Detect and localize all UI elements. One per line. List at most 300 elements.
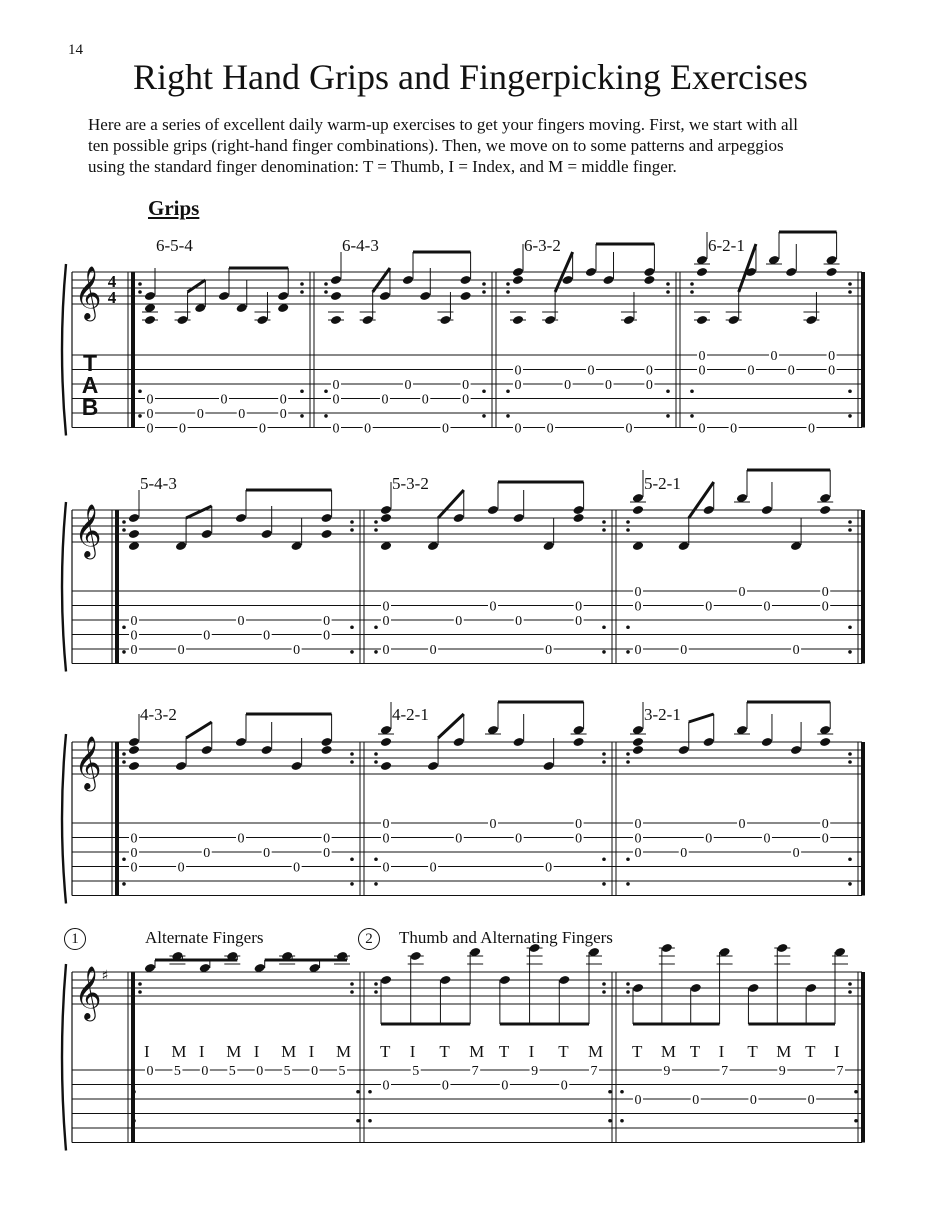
repeat-dot (626, 752, 630, 756)
tab-fret-number: 7 (590, 1064, 598, 1079)
tab-fret-number: 0 (455, 614, 463, 629)
repeat-dot (666, 389, 670, 393)
tab-fret-number: 0 (698, 421, 706, 437)
notehead (643, 275, 655, 285)
tab-fret-number: 0 (575, 599, 583, 615)
repeat-dot (848, 282, 852, 286)
repeat-dot (482, 389, 486, 393)
notehead (512, 315, 524, 325)
finger-label: T (380, 1042, 391, 1061)
tab-fret-number: 0 (323, 831, 331, 847)
notehead (805, 315, 817, 325)
key-signature-sharp-icon: ♯ (101, 968, 109, 984)
repeat-dot (690, 389, 694, 393)
repeat-dot (374, 752, 378, 756)
notehead (544, 315, 556, 325)
repeat-dot (854, 1090, 858, 1094)
treble-clef-icon: 𝄞 (74, 265, 102, 319)
repeat-dot (848, 760, 852, 764)
repeat-dot (848, 990, 852, 994)
tab-fret-number: 7 (721, 1064, 729, 1079)
tab-fret-number: 0 (332, 421, 340, 437)
notehead (201, 745, 213, 755)
tab-fret-number: 0 (203, 628, 211, 644)
tab-fret-number: 0 (680, 643, 688, 658)
repeat-dot (482, 282, 486, 286)
tab-fret-number: 0 (441, 421, 449, 437)
intro-line: using the standard finger denomination: T = Thumb, I = Index, and M = middle finger. (88, 157, 677, 176)
tab-fret-number: 0 (179, 421, 187, 437)
tab-fret-number: 0 (311, 1064, 319, 1079)
repeat-dot (350, 528, 354, 532)
repeat-dot (324, 290, 328, 294)
notehead (661, 943, 673, 953)
beam (186, 506, 212, 518)
tab-fret-number: 0 (514, 378, 522, 393)
repeat-dot (122, 528, 126, 532)
notehead (819, 737, 831, 747)
tab-fret-number: 0 (634, 643, 642, 658)
notehead (380, 761, 392, 771)
tab-fret-number: 0 (130, 860, 138, 876)
tab-fret-number: 0 (634, 846, 642, 861)
repeat-dot (848, 528, 852, 532)
tab-fret-number: 0 (698, 363, 706, 379)
repeat-dot (602, 650, 606, 654)
tab-fret-number: 5 (412, 1064, 420, 1079)
finger-label: T (439, 1042, 450, 1061)
beam (438, 714, 464, 738)
notehead (558, 975, 570, 985)
notehead (572, 513, 584, 523)
repeat-dot (122, 625, 126, 629)
notehead (819, 505, 831, 515)
notehead (380, 737, 392, 747)
notehead (572, 737, 584, 747)
repeat-dot (666, 290, 670, 294)
repeat-dot (602, 882, 606, 886)
treble-clef-icon: 𝄞 (74, 965, 102, 1019)
notehead (410, 951, 422, 961)
tab-fret-number: 0 (625, 421, 633, 437)
notehead (128, 745, 140, 755)
repeat-dot (300, 389, 304, 393)
tab-fret-number: 5 (228, 1064, 236, 1079)
repeat-dot (300, 290, 304, 294)
grip-label: 3-2-1 (644, 705, 681, 724)
notehead (696, 267, 708, 277)
tab-fret-number: 0 (515, 831, 523, 847)
treble-clef-icon: 𝄞 (74, 503, 102, 557)
repeat-dot (690, 414, 694, 418)
repeat-dot (374, 857, 378, 861)
tab-fret-number: 0 (130, 643, 138, 658)
tab-fret-number: 0 (821, 599, 829, 615)
notehead (261, 745, 273, 755)
notehead (201, 529, 213, 539)
tab-fret-number: 0 (807, 1093, 815, 1108)
repeat-dot (122, 520, 126, 524)
finger-label: T (689, 1042, 701, 1061)
tab-fret-number: 0 (177, 643, 185, 658)
tab-fret-number: 0 (130, 628, 138, 644)
notehead (453, 737, 465, 747)
repeat-dot (138, 414, 142, 418)
repeat-dot (368, 1119, 372, 1123)
notehead (572, 505, 584, 515)
repeat-dot (608, 1119, 612, 1123)
finger-label: I (308, 1042, 315, 1061)
tab-fret-number: 0 (364, 421, 372, 437)
notehead (439, 975, 451, 985)
repeat-dot (506, 282, 510, 286)
tab-fret-number: 0 (323, 846, 331, 861)
tab-fret-number: 0 (705, 831, 713, 847)
repeat-dot (620, 1119, 624, 1123)
repeat-dot (506, 290, 510, 294)
repeat-dot (482, 290, 486, 294)
repeat-dot (122, 650, 126, 654)
tab-fret-number: 0 (692, 1093, 700, 1108)
notehead (632, 505, 644, 515)
finger-label: I (834, 1042, 840, 1061)
tab-fret-number: 0 (146, 1064, 154, 1079)
tab-fret-number: 0 (441, 1078, 449, 1094)
repeat-dot (854, 1119, 858, 1123)
repeat-dot (666, 414, 670, 418)
tab-fret-number: 0 (730, 421, 738, 437)
repeat-dot (374, 528, 378, 532)
repeat-dot (848, 290, 852, 294)
tab-fret-number: 0 (828, 363, 836, 379)
repeat-dot (626, 990, 630, 994)
tab-fret-number: 0 (237, 831, 245, 847)
tab-fret-number: 0 (645, 363, 653, 379)
tab-fret-number: 0 (203, 846, 211, 861)
repeat-dot (374, 882, 378, 886)
finger-label: M (588, 1042, 604, 1061)
tab-fret-number: 0 (220, 392, 228, 408)
tab-fret-number: 0 (821, 585, 829, 600)
repeat-dot (132, 1119, 136, 1123)
repeat-dot (356, 1090, 360, 1094)
tab-fret-number: 0 (429, 860, 437, 876)
tab-fret-number: 0 (705, 599, 713, 615)
exercise-title: Alternate Fingers (145, 928, 264, 947)
tab-fret-number: 0 (770, 349, 778, 364)
tab-fret-number: 0 (828, 349, 836, 364)
notehead (825, 267, 837, 277)
repeat-dot (138, 990, 142, 994)
tab-fret-number: 0 (421, 392, 429, 408)
notehead (761, 737, 773, 747)
notehead (487, 505, 499, 515)
tab-fret-number: 0 (258, 421, 266, 437)
tab-fret-number: 0 (634, 599, 642, 615)
tab-fret-number: 0 (792, 643, 800, 658)
repeat-dot (602, 990, 606, 994)
notehead (330, 315, 342, 325)
notehead (218, 291, 230, 301)
repeat-dot (506, 414, 510, 418)
notehead (330, 291, 342, 301)
system-brace (62, 264, 66, 436)
notehead (128, 737, 140, 747)
repeat-dot (350, 882, 354, 886)
tab-fret-number: 0 (515, 614, 523, 629)
tab-fret-number: 0 (698, 349, 706, 364)
tab-fret-number: 0 (130, 831, 138, 847)
beam (188, 280, 206, 292)
exercise-number-circle: 1 (64, 928, 86, 950)
repeat-dot (374, 625, 378, 629)
notehead (380, 505, 392, 515)
repeat-dot (374, 760, 378, 764)
notehead (728, 315, 740, 325)
tab-fret-number: 7 (836, 1064, 844, 1079)
tab-fret-number: 0 (382, 1078, 390, 1094)
tab-fret-number: 0 (792, 846, 800, 861)
repeat-dot (122, 752, 126, 756)
notehead (380, 975, 392, 985)
notehead (362, 315, 374, 325)
notehead (330, 275, 342, 285)
repeat-dot (602, 520, 606, 524)
tab-fret-number: 0 (130, 614, 138, 629)
repeat-dot (626, 528, 630, 532)
repeat-dot (350, 752, 354, 756)
repeat-dot (848, 389, 852, 393)
notehead (785, 267, 797, 277)
tab-fret-number: 0 (680, 846, 688, 861)
notehead (128, 529, 140, 539)
tab-fret-number: 0 (429, 643, 437, 658)
notehead (602, 275, 614, 285)
tab-fret-number: 5 (283, 1064, 291, 1079)
tab-fret-number: 0 (381, 392, 389, 408)
tab-fret-number: 0 (279, 407, 287, 422)
repeat-dot (374, 520, 378, 524)
tab-fret-number: 0 (575, 831, 583, 847)
repeat-dot (350, 857, 354, 861)
repeat-dot (374, 982, 378, 986)
notehead (703, 737, 715, 747)
grip-label: 5-3-2 (392, 474, 429, 493)
tab-fret-number: 0 (763, 599, 771, 615)
page-title: Right Hand Grips and Fingerpicking Exercises (133, 57, 808, 97)
repeat-dot (666, 282, 670, 286)
tab-fret-number: 0 (146, 407, 154, 422)
tab-fret-number: 0 (263, 628, 271, 644)
system-brace (62, 502, 66, 672)
repeat-dot (848, 520, 852, 524)
notehead (128, 513, 140, 523)
tab-fret-number: 0 (382, 817, 390, 832)
section-heading-grips: Grips (148, 196, 200, 220)
repeat-dot (626, 650, 630, 654)
time-signature-top: 4 (107, 272, 117, 291)
tab-fret-number: 0 (130, 846, 138, 861)
repeat-dot (350, 760, 354, 764)
repeat-dot (608, 1090, 612, 1094)
beam (689, 714, 714, 722)
repeat-dot (350, 990, 354, 994)
notehead (696, 315, 708, 325)
repeat-dot (350, 650, 354, 654)
tab-fret-number: 0 (293, 643, 301, 658)
repeat-dot (848, 650, 852, 654)
notehead (678, 745, 690, 755)
notehead (427, 761, 439, 771)
repeat-dot (356, 1119, 360, 1123)
tab-fret-number: 0 (196, 407, 204, 422)
finger-label: M (226, 1042, 242, 1061)
tab-fret-number: 0 (575, 817, 583, 832)
finger-label: T (805, 1042, 816, 1061)
tab-fret-number: 0 (587, 363, 595, 379)
tab-fret-number: 0 (763, 831, 771, 847)
notehead (379, 291, 391, 301)
notehead (320, 745, 332, 755)
notehead (176, 315, 188, 325)
notehead (402, 275, 414, 285)
finger-label: I (409, 1042, 416, 1061)
repeat-dot (620, 1090, 624, 1094)
notehead (805, 983, 817, 993)
notehead (632, 745, 644, 755)
notehead (513, 737, 525, 747)
tab-fret-number: 0 (382, 614, 390, 629)
beam (186, 722, 212, 738)
treble-clef-icon: 𝄞 (74, 735, 102, 789)
repeat-dot (626, 882, 630, 886)
repeat-dot (374, 990, 378, 994)
finger-label: T (632, 1042, 643, 1061)
tab-fret-number: 0 (634, 817, 642, 832)
tab-fret-number: 0 (404, 378, 412, 393)
grip-label: 5-2-1 (644, 474, 681, 493)
repeat-dot (324, 389, 328, 393)
notehead (761, 505, 773, 515)
intro-line: Here are a series of excellent daily warm-up exercises to get your fingers moving. First, we start with all (88, 115, 798, 134)
tab-fret-number: 0 (462, 392, 470, 408)
repeat-dot (300, 414, 304, 418)
tab-fret-number: 0 (263, 846, 271, 861)
finger-label: T (747, 1042, 758, 1061)
repeat-dot (138, 389, 142, 393)
page-number: 14 (68, 42, 83, 58)
repeat-dot (626, 625, 630, 629)
repeat-dot (848, 982, 852, 986)
tab-fret-number: 9 (778, 1064, 786, 1079)
notehead (585, 267, 597, 277)
notehead (320, 529, 332, 539)
repeat-dot (848, 625, 852, 629)
tab-fret-number: 0 (237, 614, 245, 629)
finger-label: I (198, 1042, 205, 1061)
repeat-dot (626, 982, 630, 986)
notehead (543, 761, 555, 771)
tab-fret-number: 0 (564, 378, 572, 393)
repeat-dot (138, 282, 142, 286)
notehead (453, 513, 465, 523)
grip-label: 6-3-2 (524, 236, 561, 255)
repeat-dot (368, 1090, 372, 1094)
tab-fret-number: 0 (382, 860, 390, 876)
tab-fret-number: 9 (531, 1064, 539, 1079)
notehead (235, 737, 247, 747)
tab-fret-number: 7 (471, 1064, 479, 1079)
tab-fret-number: 0 (293, 860, 301, 876)
grip-label: 4-2-1 (392, 705, 429, 724)
repeat-dot (690, 282, 694, 286)
notehead (439, 315, 451, 325)
tab-fret-number: 0 (489, 599, 497, 615)
repeat-dot (602, 857, 606, 861)
finger-label: T (558, 1042, 569, 1061)
tab-fret-number: 0 (332, 392, 340, 408)
tab-fret-number: 0 (514, 421, 522, 437)
tab-fret-number: 0 (382, 599, 390, 615)
notehead (643, 267, 655, 277)
notehead (459, 291, 471, 301)
repeat-dot (350, 625, 354, 629)
tab-fret-number: 0 (821, 831, 829, 847)
tab-fret-number: 0 (634, 831, 642, 847)
finger-label: I (718, 1042, 725, 1061)
notehead (512, 275, 524, 285)
repeat-dot (506, 389, 510, 393)
repeat-dot (602, 760, 606, 764)
tab-fret-number: 0 (575, 614, 583, 629)
exercise-title: Thumb and Alternating Fingers (399, 928, 613, 947)
tab-fret-number: 0 (455, 831, 463, 847)
tab-fret-number: 0 (546, 421, 554, 437)
system-brace (62, 964, 66, 1151)
repeat-dot (350, 982, 354, 986)
repeat-dot (374, 650, 378, 654)
finger-label: I (528, 1042, 535, 1061)
beam (438, 490, 464, 518)
tab-fret-number: 0 (738, 585, 746, 600)
notehead (175, 761, 187, 771)
tab-fret-number: 0 (146, 421, 154, 437)
notehead (690, 983, 702, 993)
notehead (380, 513, 392, 523)
tab-fret-number: 5 (173, 1064, 181, 1079)
notehead (419, 291, 431, 301)
tab-fret-number: 0 (462, 378, 470, 393)
repeat-dot (122, 760, 126, 764)
tab-fret-number: 0 (738, 817, 746, 832)
notehead (512, 267, 524, 277)
repeat-dot (848, 882, 852, 886)
tab-fret-number: 0 (256, 1064, 264, 1079)
repeat-dot (848, 414, 852, 418)
time-signature-bottom: 4 (107, 288, 117, 307)
exercise-number-circle: 2 (358, 928, 380, 950)
notehead (459, 275, 471, 285)
tab-fret-number: 0 (382, 643, 390, 658)
tab-fret-number: 0 (514, 363, 522, 379)
finger-label: T (498, 1042, 510, 1061)
tab-fret-number: 0 (501, 1078, 509, 1094)
finger-label: I (144, 1042, 150, 1061)
tab-fret-number: 0 (279, 392, 287, 408)
repeat-dot (690, 290, 694, 294)
repeat-dot (122, 857, 126, 861)
tab-fret-number: 0 (634, 1093, 642, 1108)
